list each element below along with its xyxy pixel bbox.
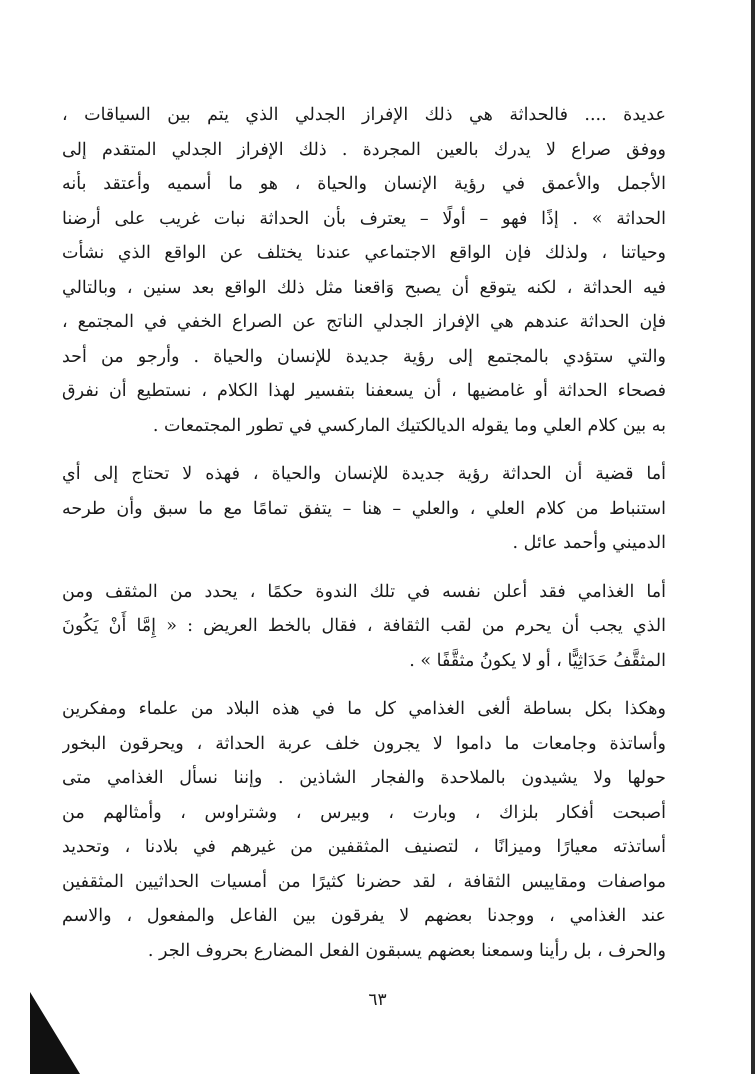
text-line: وأساتذة وجامعات ما داموا لا يجرون خلف عربة الحداثة ، ويحرقون البخور (62, 733, 666, 754)
text-line: فإن الحداثة عندهم هي الإفراز الجدلي الناتج عن الصراع الخفي في المجتمع ، (62, 312, 666, 332)
text-line: فيه الحداثة ، لكنه يتوقع أن يصبح وَاقعنا مثل ذلك الواقع بعد سنين ، وبالتالي (62, 277, 666, 298)
text-line: الأجمل والأعمق في رؤية الإنسان والحياة ، هو ما أسميه وأعتقد بأنه (62, 174, 666, 194)
text-line: به بين كلام العلي وما يقوله الديالكتيك الماركسي في تطور المجتمعات . (152, 415, 666, 436)
text-line: أما قضية أن الحداثة رؤية جديدة للإنسان والحياة ، فهذه لا تحتاج إلى أي (62, 464, 666, 484)
text-line: أما الغذامي فقد أعلن نفسه في تلك الندوة حكمًا ، يحدد من المثقف ومن (62, 581, 666, 602)
text-line: ووفق صراع لا يدرك بالعين المجردة . ذلك الإفراز الجدلي المتقدم إلى (62, 139, 666, 160)
text-line: عند الغذامي ، ووجدنا بعضهم لا يفرقون بين الفاعل والمفعول ، والاسم (62, 906, 666, 926)
text-line: فصحاء الحداثة أو غامضيها ، أن يسعفنا بتفسير لهذا الكلام ، نستطيع أن نفرق (62, 381, 666, 401)
text-line: والتي ستؤدي بالمجتمع إلى رؤية جديدة للإنسان والحياة . وأرجو من أحد (62, 346, 666, 367)
text-line: الذي يجب أن يحرم من لقب الثقافة ، فقال بالخط العريض : « إِمَّا أَنْ يَكُونَ (62, 616, 666, 636)
paragraph-2 (62, 457, 666, 561)
text-line: أساتذته معيارًا وميزانًا ، لتصنيف المثقفين من غيرهم في بلادنا ، وتحديد (62, 837, 666, 857)
page-body (62, 98, 666, 968)
text-line: المثقَّفُ حَدَاثِيًّا ، أو لا يكونُ مثقَّفًا » . (409, 650, 666, 671)
text-line: مواصفات ومقاييس الثقافة ، لقد حضرنا كثيرًا من أمسيات الحداثيين المثقفين (62, 871, 666, 892)
scan-shadow-wedge (30, 992, 80, 1074)
text-line: استنباط من كلام العلي ، والعلي – هنا – يتفق تمامًا مع ما سبق وأن طرحه (62, 498, 666, 519)
text-line: والحرف ، بل رأينا وسمعنا بعضهم يسبقون الفعل المضارع بحروف الجر . (147, 940, 666, 961)
paragraph-3 (62, 575, 666, 679)
paragraph-1 (62, 98, 666, 443)
text-line: وهكذا بكل بساطة ألغى الغذامي كل ما في هذه البلاد من علماء ومفكرين (62, 699, 666, 719)
page-edge-shadow (751, 0, 755, 1074)
paragraph-4 (62, 692, 666, 968)
text-line: وحياتنا ، ولذلك فإن الواقع الاجتماعي عندنا يختلف عن الواقع الذي نشأت (62, 243, 666, 263)
text-line: حولها ولا يشيدون بالملاحدة والفجار الشاذين . وإننا نسأل الغذامي متى (62, 768, 666, 788)
text-line: الحداثة » . إذًا فهو – أولًا – يعترف بأن الحداثة نبات غريب على أرضنا (62, 208, 666, 229)
text-line: عديدة .... فالحداثة هي ذلك الإفراز الجدلي الذي يتم بين السياقات ، (62, 105, 666, 125)
text-line: الدميني وأحمد عائل . (512, 533, 666, 553)
text-line: أصبحت أفكار بلزاك ، وبارت ، وبيرس ، وشتراوس ، وأمثالهم من (62, 802, 666, 823)
page-number: ٦٣ (368, 990, 387, 1010)
